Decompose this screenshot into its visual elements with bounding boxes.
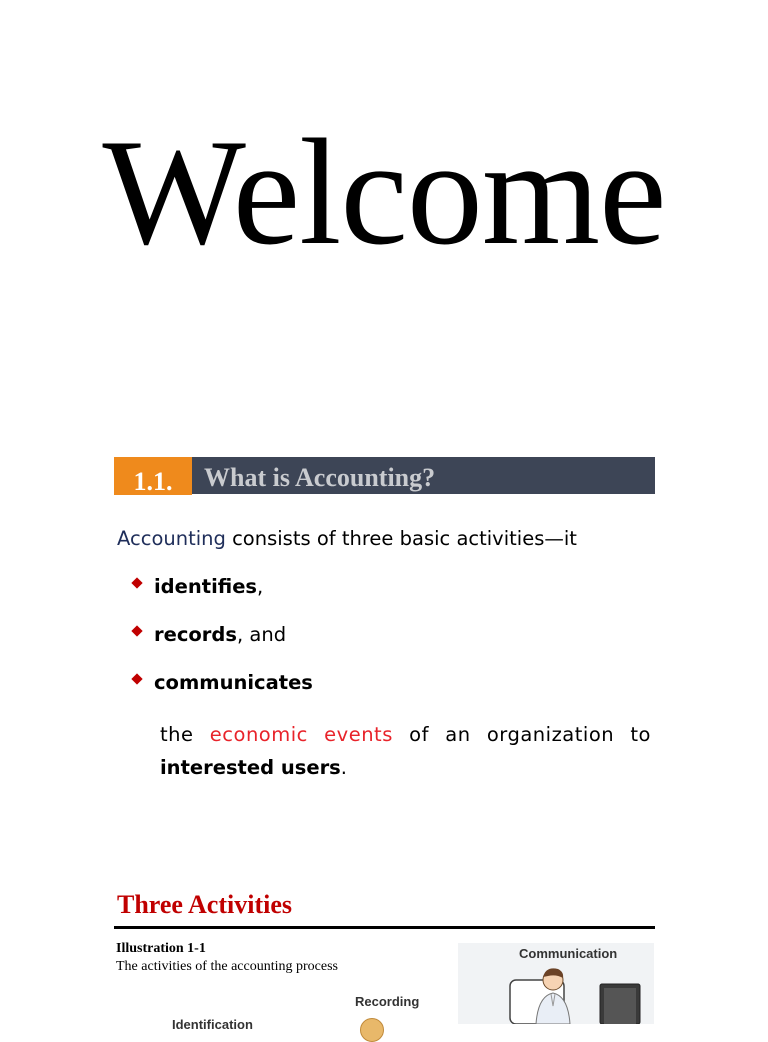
welcome-heading: Welcome: [102, 108, 666, 276]
diamond-bullet-icon: [131, 673, 142, 684]
bullet-bold: identifies: [154, 575, 258, 598]
closing-text: of an organization to: [392, 723, 651, 746]
communication-label: Communication: [519, 946, 618, 961]
economic-events-highlight: economic events: [209, 723, 393, 746]
diamond-bullet-icon: [131, 577, 142, 588]
section-header: [114, 457, 655, 494]
identification-label: Identification: [172, 1017, 253, 1032]
bullet-rest: ,: [257, 575, 264, 598]
bullet-item: [133, 623, 286, 646]
closing-end: .: [340, 756, 347, 779]
closing-line-2: [160, 751, 347, 784]
person-at-computer-icon: [508, 966, 648, 1024]
accounting-term: Accounting: [117, 527, 226, 550]
coin-icon: [360, 1018, 384, 1042]
intro-rest: consists of three basic activities—it: [225, 527, 577, 550]
intro-paragraph: [117, 527, 577, 550]
closing-line: [160, 718, 651, 751]
three-activities-title: Three Activities: [117, 890, 292, 919]
illustration-caption: The activities of the accounting process: [116, 959, 338, 974]
divider: [114, 926, 655, 929]
bullet-bold: records: [154, 623, 237, 646]
section-title: What is Accounting?: [192, 457, 655, 494]
closing-text: the: [160, 723, 210, 746]
recording-label: Recording: [355, 994, 420, 1009]
bullet-item: [133, 671, 313, 694]
illustration-label: Illustration 1-1: [116, 941, 206, 956]
interested-users: interested users: [160, 756, 341, 779]
section-number: 1.1.: [114, 457, 192, 495]
bullet-rest: , and: [236, 623, 287, 646]
diamond-bullet-icon: [131, 625, 142, 636]
bullet-item: [133, 575, 263, 598]
bullet-bold: communicates: [154, 671, 313, 694]
